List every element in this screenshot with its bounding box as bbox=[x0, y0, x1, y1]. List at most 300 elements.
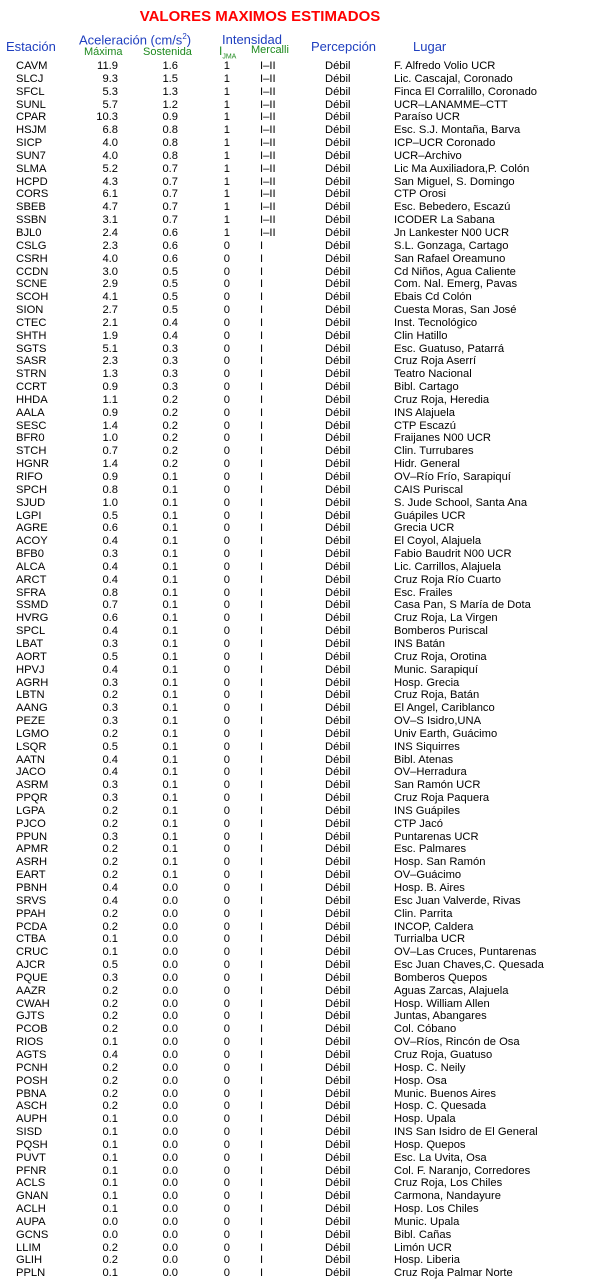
cell-percepcion: Débil bbox=[325, 419, 351, 432]
cell-station: SJUD bbox=[16, 496, 46, 509]
cell-percepcion: Débil bbox=[325, 329, 351, 342]
cell-mercalli: I bbox=[260, 304, 264, 317]
cell-station: JACO bbox=[16, 766, 46, 779]
cell-sostenida: 0.1 bbox=[162, 612, 178, 625]
cell-sostenida: 0.3 bbox=[162, 381, 178, 394]
cell-jma: 0 bbox=[223, 252, 230, 265]
cell-lugar: UCR–Archivo bbox=[394, 149, 462, 162]
cell-lugar: El Coyol, Alajuela bbox=[394, 535, 482, 548]
cell-lugar: Puntarenas UCR bbox=[394, 830, 479, 843]
cell-sostenida: 0.0 bbox=[162, 946, 178, 959]
cell-station: HCPD bbox=[16, 175, 48, 188]
cell-sostenida: 0.0 bbox=[162, 1267, 178, 1280]
cell-maxima: 0.1 bbox=[102, 1151, 118, 1164]
cell-percepcion: Débil bbox=[325, 483, 351, 496]
table-row bbox=[0, 1113, 590, 1126]
cell-maxima: 0.4 bbox=[102, 535, 118, 548]
cell-maxima: 0.2 bbox=[102, 1061, 118, 1074]
cell-maxima: 0.2 bbox=[102, 1010, 118, 1023]
cell-station: SLCJ bbox=[16, 72, 44, 85]
cell-sostenida: 0.1 bbox=[162, 637, 178, 650]
table-row bbox=[0, 1062, 590, 1075]
table-row bbox=[0, 1177, 590, 1190]
cell-maxima: 0.3 bbox=[102, 792, 118, 805]
cell-mercalli: I–II bbox=[260, 72, 276, 85]
cell-percepcion: Débil bbox=[325, 1228, 351, 1241]
cell-percepcion: Débil bbox=[325, 1215, 351, 1228]
cell-jma: 0 bbox=[223, 612, 230, 625]
cell-maxima: 0.1 bbox=[102, 1126, 118, 1139]
cell-percepcion: Débil bbox=[325, 471, 351, 483]
cell-station: LGPI bbox=[16, 509, 42, 522]
cell-lugar: OV–Río Frío, Sarapiquí bbox=[394, 471, 511, 483]
cell-sostenida: 0.1 bbox=[162, 856, 178, 869]
cell-mercalli: I–II bbox=[260, 111, 276, 124]
cell-sostenida: 0.1 bbox=[162, 689, 178, 702]
cell-station: ALCA bbox=[16, 560, 46, 573]
cell-mercalli: I bbox=[260, 316, 264, 329]
header-maxima: Máxima bbox=[84, 46, 123, 58]
cell-sostenida: 0.2 bbox=[162, 393, 178, 406]
cell-mercalli: I bbox=[260, 689, 264, 702]
header-jma-sub: JMA bbox=[222, 53, 237, 61]
cell-maxima: 0.6 bbox=[102, 612, 118, 625]
cell-mercalli: I bbox=[260, 509, 264, 522]
cell-station: ACLH bbox=[16, 1203, 46, 1216]
cell-sostenida: 1.6 bbox=[162, 60, 178, 72]
cell-maxima: 11.9 bbox=[97, 60, 118, 72]
cell-jma: 0 bbox=[223, 393, 230, 406]
cell-station: SRVS bbox=[16, 894, 47, 907]
table-row bbox=[0, 214, 590, 227]
cell-mercalli: I bbox=[260, 342, 264, 355]
cell-mercalli: I bbox=[260, 381, 264, 394]
cell-maxima: 0.2 bbox=[102, 1241, 118, 1254]
cell-percepcion: Débil bbox=[325, 342, 351, 355]
cell-sostenida: 0.1 bbox=[162, 702, 178, 715]
cell-jma: 0 bbox=[223, 1267, 230, 1280]
cell-station: ASCH bbox=[16, 1100, 48, 1113]
cell-maxima: 3.1 bbox=[102, 214, 118, 227]
cell-percepcion: Débil bbox=[325, 997, 351, 1010]
table-row bbox=[0, 1254, 590, 1267]
cell-lugar: Fraijanes N00 UCR bbox=[394, 432, 491, 445]
cell-jma: 0 bbox=[223, 997, 230, 1010]
cell-jma: 0 bbox=[223, 1010, 230, 1023]
cell-jma: 0 bbox=[223, 355, 230, 368]
cell-lugar: Cruz Roja, Los Chiles bbox=[394, 1177, 503, 1190]
table-row bbox=[0, 895, 590, 908]
cell-lugar: OV–Herradura bbox=[394, 766, 467, 779]
cell-station: LLIM bbox=[16, 1241, 41, 1254]
cell-lugar: Cruz Roja Río Cuarto bbox=[394, 573, 501, 586]
cell-sostenida: 0.0 bbox=[162, 997, 178, 1010]
cell-jma: 0 bbox=[223, 1151, 230, 1164]
cell-lugar: Casa Pan, S María de Dota bbox=[394, 599, 531, 612]
cell-maxima: 0.2 bbox=[102, 727, 118, 740]
cell-mercalli: I bbox=[260, 907, 264, 920]
cell-jma: 0 bbox=[223, 304, 230, 317]
cell-jma: 0 bbox=[223, 239, 230, 252]
table-row bbox=[0, 998, 590, 1011]
cell-maxima: 5.3 bbox=[102, 85, 118, 98]
cell-mercalli: I bbox=[260, 329, 264, 342]
cell-jma: 0 bbox=[223, 689, 230, 702]
cell-percepcion: Débil bbox=[325, 933, 351, 946]
table-row bbox=[0, 869, 590, 882]
cell-jma: 1 bbox=[223, 175, 230, 188]
table-row bbox=[0, 882, 590, 895]
cell-percepcion: Débil bbox=[325, 355, 351, 368]
cell-mercalli: I bbox=[260, 535, 264, 548]
cell-station: PQSH bbox=[16, 1138, 48, 1151]
cell-maxima: 0.4 bbox=[102, 560, 118, 573]
cell-percepcion: Débil bbox=[325, 625, 351, 638]
cell-station: LBAT bbox=[16, 637, 44, 650]
cell-station: PFNR bbox=[16, 1164, 47, 1177]
cell-mercalli: I bbox=[260, 676, 264, 689]
table-row bbox=[0, 587, 590, 600]
table-row bbox=[0, 728, 590, 741]
cell-lugar: Hidr. General bbox=[394, 458, 460, 471]
cell-lugar: Bibl. Atenas bbox=[394, 753, 454, 766]
cell-lugar: Col. F. Naranjo, Corredores bbox=[394, 1164, 531, 1177]
cell-maxima: 0.5 bbox=[102, 650, 118, 663]
cell-sostenida: 0.1 bbox=[162, 753, 178, 766]
cell-percepcion: Débil bbox=[325, 663, 351, 676]
cell-station: GJTS bbox=[16, 1010, 45, 1023]
cell-lugar: Hosp. B. Aires bbox=[394, 882, 465, 894]
cell-jma: 1 bbox=[223, 98, 230, 111]
cell-sostenida: 0.0 bbox=[162, 1177, 178, 1190]
table-row bbox=[0, 497, 590, 510]
cell-maxima: 1.0 bbox=[102, 496, 118, 509]
cell-station: HHDA bbox=[16, 393, 48, 406]
cell-jma: 0 bbox=[223, 509, 230, 522]
cell-jma: 0 bbox=[223, 1126, 230, 1139]
cell-mercalli: I–II bbox=[260, 201, 276, 214]
table-row bbox=[0, 574, 590, 587]
cell-mercalli: I bbox=[260, 1036, 264, 1049]
cell-lugar: ICP–UCR Coronado bbox=[394, 137, 496, 150]
cell-mercalli: I bbox=[260, 882, 264, 894]
cell-jma: 0 bbox=[223, 1023, 230, 1036]
header-lugar: Lugar bbox=[413, 39, 447, 54]
cell-mercalli: I bbox=[260, 650, 264, 663]
cell-sostenida: 0.4 bbox=[162, 316, 178, 329]
cell-jma: 0 bbox=[223, 946, 230, 959]
cell-lugar: Paraíso UCR bbox=[394, 111, 460, 124]
cell-mercalli: I bbox=[260, 843, 264, 856]
cell-station: CWAH bbox=[16, 997, 50, 1010]
cell-station: CSLG bbox=[16, 239, 47, 252]
cell-station: CCRT bbox=[16, 381, 47, 394]
cell-percepcion: Débil bbox=[325, 98, 351, 111]
cell-station: BFB0 bbox=[16, 548, 44, 561]
table-row bbox=[0, 188, 590, 201]
cell-lugar: Hosp. Los Chiles bbox=[394, 1203, 479, 1216]
cell-station: ACOY bbox=[16, 535, 48, 548]
cell-mercalli: I bbox=[260, 1126, 264, 1139]
table-row bbox=[0, 278, 590, 291]
cell-maxima: 0.3 bbox=[102, 830, 118, 843]
cell-percepcion: Débil bbox=[325, 458, 351, 471]
cell-sostenida: 0.5 bbox=[162, 278, 178, 291]
cell-station: SFRA bbox=[16, 586, 46, 599]
cell-maxima: 5.1 bbox=[102, 342, 118, 355]
cell-mercalli: I bbox=[260, 869, 264, 882]
table-row bbox=[0, 1075, 590, 1088]
cell-lugar: INS Batán bbox=[394, 637, 445, 650]
cell-station: AUPA bbox=[16, 1215, 46, 1228]
cell-percepcion: Débil bbox=[325, 432, 351, 445]
cell-sostenida: 0.0 bbox=[162, 1164, 178, 1177]
cell-station: SCNE bbox=[16, 278, 48, 291]
cell-sostenida: 0.8 bbox=[162, 137, 178, 150]
cell-lugar: El Angel, Cariblanco bbox=[394, 702, 495, 715]
cell-mercalli: I bbox=[260, 727, 264, 740]
cell-percepcion: Débil bbox=[325, 226, 351, 239]
cell-jma: 0 bbox=[223, 291, 230, 304]
cell-lugar: OV–Las Cruces, Puntarenas bbox=[394, 946, 537, 959]
cell-jma: 0 bbox=[223, 278, 230, 291]
cell-sostenida: 0.0 bbox=[162, 1241, 178, 1254]
cell-sostenida: 0.1 bbox=[162, 599, 178, 612]
cell-lugar: Inst. Tecnológico bbox=[394, 316, 478, 329]
table-row bbox=[0, 407, 590, 420]
cell-percepcion: Débil bbox=[325, 1074, 351, 1087]
table-row bbox=[0, 1267, 590, 1280]
cell-percepcion: Débil bbox=[325, 586, 351, 599]
page-title: VALORES MAXIMOS ESTIMADOS bbox=[139, 8, 381, 25]
table-row bbox=[0, 73, 590, 86]
cell-station: SESC bbox=[16, 419, 47, 432]
table-row bbox=[0, 99, 590, 112]
cell-station: HSJM bbox=[16, 124, 47, 137]
cell-percepcion: Débil bbox=[325, 792, 351, 805]
cell-percepcion: Débil bbox=[325, 1177, 351, 1190]
cell-maxima: 0.2 bbox=[102, 907, 118, 920]
cell-maxima: 2.7 bbox=[102, 304, 118, 317]
table-row bbox=[0, 625, 590, 638]
cell-maxima: 4.1 bbox=[102, 291, 118, 304]
cell-maxima: 0.5 bbox=[102, 959, 118, 972]
cell-sostenida: 0.1 bbox=[162, 535, 178, 548]
cell-jma: 0 bbox=[223, 458, 230, 471]
cell-station: AGRE bbox=[16, 522, 48, 535]
cell-station: PQUE bbox=[16, 971, 48, 984]
cell-lugar: Munic. Upala bbox=[394, 1215, 460, 1228]
cell-mercalli: I bbox=[260, 355, 264, 368]
cell-station: SISD bbox=[16, 1126, 43, 1139]
cell-jma: 0 bbox=[223, 560, 230, 573]
cell-sostenida: 0.6 bbox=[162, 239, 178, 252]
cell-sostenida: 0.0 bbox=[162, 1203, 178, 1216]
cell-sostenida: 0.2 bbox=[162, 406, 178, 419]
cell-lugar: Lic Ma Auxiliadora,P. Colón bbox=[394, 162, 530, 175]
cell-mercalli: I–II bbox=[260, 214, 276, 227]
cell-maxima: 0.1 bbox=[102, 1138, 118, 1151]
cell-mercalli: I bbox=[260, 548, 264, 561]
table-row bbox=[0, 1139, 590, 1152]
cell-sostenida: 0.6 bbox=[162, 226, 178, 239]
cell-station: PUVT bbox=[16, 1151, 46, 1164]
cell-percepcion: Débil bbox=[325, 856, 351, 869]
cell-sostenida: 0.5 bbox=[162, 265, 178, 278]
cell-percepcion: Débil bbox=[325, 971, 351, 984]
cell-jma: 0 bbox=[223, 1087, 230, 1100]
cell-percepcion: Débil bbox=[325, 715, 351, 728]
cell-station: PBNA bbox=[16, 1087, 47, 1100]
cell-percepcion: Débil bbox=[325, 214, 351, 227]
cell-percepcion: Débil bbox=[325, 406, 351, 419]
table-row bbox=[0, 715, 590, 728]
cell-mercalli: I–II bbox=[260, 85, 276, 98]
cell-percepcion: Débil bbox=[325, 894, 351, 907]
cell-maxima: 4.0 bbox=[102, 137, 118, 150]
cell-percepcion: Débil bbox=[325, 278, 351, 291]
cell-mercalli: I bbox=[260, 432, 264, 445]
cell-mercalli: I bbox=[260, 1074, 264, 1087]
cell-lugar: INS Guápiles bbox=[394, 804, 460, 817]
cell-percepcion: Débil bbox=[325, 291, 351, 304]
cell-sostenida: 0.1 bbox=[162, 740, 178, 753]
cell-station: AGRH bbox=[16, 676, 49, 689]
cell-mercalli: I bbox=[260, 740, 264, 753]
cell-maxima: 3.0 bbox=[102, 265, 118, 278]
cell-lugar: Guápiles UCR bbox=[394, 509, 466, 522]
cell-mercalli: I–II bbox=[260, 137, 276, 150]
cell-jma: 0 bbox=[223, 984, 230, 997]
cell-lugar: INS San Isidro de El General bbox=[394, 1126, 538, 1139]
table-row bbox=[0, 510, 590, 523]
cell-maxima: 0.2 bbox=[102, 997, 118, 1010]
cell-jma: 0 bbox=[223, 663, 230, 676]
cell-mercalli: I bbox=[260, 817, 264, 830]
cell-sostenida: 0.0 bbox=[162, 1074, 178, 1087]
cell-maxima: 0.2 bbox=[102, 1074, 118, 1087]
cell-sostenida: 0.2 bbox=[162, 458, 178, 471]
cell-station: AORT bbox=[16, 650, 47, 663]
cell-percepcion: Débil bbox=[325, 72, 351, 85]
table-row bbox=[0, 818, 590, 831]
table-row bbox=[0, 137, 590, 150]
cell-lugar: Esc Juan Chaves,C. Quesada bbox=[394, 959, 544, 972]
cell-station: PPUN bbox=[16, 830, 48, 843]
cell-sostenida: 0.1 bbox=[162, 663, 178, 676]
cell-maxima: 0.5 bbox=[102, 740, 118, 753]
cell-maxima: 2.4 bbox=[102, 226, 118, 239]
cell-lugar: Hosp. Quepos bbox=[394, 1138, 466, 1151]
cell-maxima: 2.1 bbox=[102, 316, 118, 329]
cell-jma: 0 bbox=[223, 445, 230, 458]
cell-percepcion: Débil bbox=[325, 1254, 351, 1267]
cell-sostenida: 0.7 bbox=[162, 201, 178, 214]
cell-sostenida: 0.0 bbox=[162, 1215, 178, 1228]
cell-sostenida: 0.6 bbox=[162, 252, 178, 265]
cell-maxima: 0.4 bbox=[102, 663, 118, 676]
cell-lugar: Hosp. Liberia bbox=[394, 1254, 460, 1267]
cell-maxima: 1.4 bbox=[102, 419, 118, 432]
cell-mercalli: I bbox=[260, 419, 264, 432]
cell-percepcion: Débil bbox=[325, 1126, 351, 1139]
cell-station: STRN bbox=[16, 368, 47, 381]
cell-percepcion: Débil bbox=[325, 959, 351, 972]
cell-lugar: Ebais Cd Colón bbox=[394, 291, 472, 304]
table-row bbox=[0, 689, 590, 702]
table-row bbox=[0, 1010, 590, 1023]
cell-jma: 1 bbox=[223, 226, 230, 239]
cell-percepcion: Débil bbox=[325, 573, 351, 586]
cell-percepcion: Débil bbox=[325, 830, 351, 843]
cell-mercalli: I bbox=[260, 804, 264, 817]
cell-station: ARCT bbox=[16, 573, 47, 586]
cell-sostenida: 0.1 bbox=[162, 869, 178, 882]
cell-percepcion: Débil bbox=[325, 381, 351, 394]
table-row bbox=[0, 471, 590, 484]
cell-station: AALA bbox=[16, 406, 45, 419]
cell-percepcion: Débil bbox=[325, 689, 351, 702]
cell-mercalli: I bbox=[260, 368, 264, 381]
cell-lugar: Bibl. Cañas bbox=[394, 1228, 452, 1241]
cell-sostenida: 0.1 bbox=[162, 766, 178, 779]
cell-station: AJCR bbox=[16, 959, 46, 972]
cell-maxima: 1.3 bbox=[102, 368, 118, 381]
table-row bbox=[0, 1036, 590, 1049]
cell-mercalli: I–II bbox=[260, 188, 276, 201]
cell-jma: 1 bbox=[223, 201, 230, 214]
cell-sostenida: 0.3 bbox=[162, 355, 178, 368]
cell-jma: 0 bbox=[223, 522, 230, 535]
cell-percepcion: Débil bbox=[325, 1113, 351, 1126]
cell-station: RIFO bbox=[16, 471, 43, 483]
cell-sostenida: 0.4 bbox=[162, 329, 178, 342]
cell-sostenida: 0.0 bbox=[162, 894, 178, 907]
cell-percepcion: Débil bbox=[325, 1100, 351, 1113]
cell-sostenida: 0.0 bbox=[162, 1061, 178, 1074]
cell-percepcion: Débil bbox=[325, 1036, 351, 1049]
cell-station: SSBN bbox=[16, 214, 47, 227]
table-row bbox=[0, 291, 590, 304]
table-row bbox=[0, 766, 590, 779]
cell-maxima: 0.3 bbox=[102, 637, 118, 650]
cell-lugar: Aguas Zarcas, Alajuela bbox=[394, 984, 509, 997]
cell-jma: 0 bbox=[223, 882, 230, 894]
table-row bbox=[0, 163, 590, 176]
cell-percepcion: Débil bbox=[325, 1190, 351, 1203]
cell-maxima: 0.4 bbox=[102, 882, 118, 894]
cell-maxima: 0.3 bbox=[102, 548, 118, 561]
cell-mercalli: I bbox=[260, 1228, 264, 1241]
cell-jma: 0 bbox=[223, 766, 230, 779]
cell-jma: 0 bbox=[223, 715, 230, 728]
cell-sostenida: 0.0 bbox=[162, 1254, 178, 1267]
cell-jma: 0 bbox=[223, 869, 230, 882]
cell-lugar: Munic. Buenos Aires bbox=[394, 1087, 496, 1100]
cell-maxima: 0.1 bbox=[102, 1113, 118, 1126]
cell-station: POSH bbox=[16, 1074, 48, 1087]
table-row bbox=[0, 805, 590, 818]
cell-mercalli: I bbox=[260, 252, 264, 265]
table-row bbox=[0, 522, 590, 535]
table-row bbox=[0, 1203, 590, 1216]
cell-jma: 0 bbox=[223, 804, 230, 817]
table-row bbox=[0, 946, 590, 959]
cell-percepcion: Débil bbox=[325, 188, 351, 201]
cell-percepcion: Débil bbox=[325, 85, 351, 98]
cell-lugar: Bomberos Quepos bbox=[394, 971, 488, 984]
cell-sostenida: 0.1 bbox=[162, 522, 178, 535]
